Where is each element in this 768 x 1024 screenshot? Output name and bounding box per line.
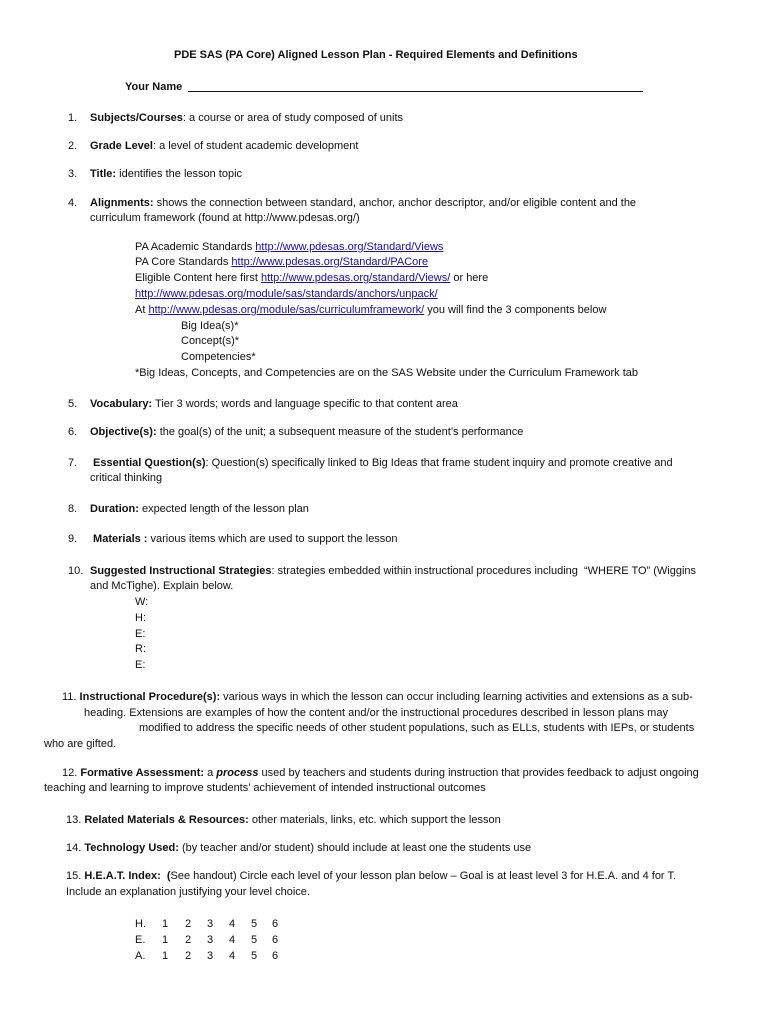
item-instructional-procedures-l2: heading. Extensions are examples of how the content and/or the instructional procedures described in lesson plans may: [84, 707, 668, 719]
item-number: 2.: [68, 140, 78, 152]
item-title: Title: identifies the lesson topic: [90, 168, 243, 180]
heat-level-option[interactable]: 2: [185, 950, 192, 962]
heat-level-option[interactable]: 1: [162, 918, 169, 930]
pa-core-link[interactable]: http://www.pdesas.org/Standard/PACore: [231, 256, 429, 268]
item-subjects: Subjects/Courses: a course or area of study composed of units: [90, 112, 404, 124]
heat-level-option[interactable]: 5: [251, 950, 258, 962]
item-formative-assessment-l2: teaching and learning to improve students’ achievement of intended instructional outcomes: [44, 782, 486, 794]
heat-level-option[interactable]: 5: [251, 934, 258, 946]
item-alignments-cont: curriculum framework (found at http://www.pdesas.org/): [90, 212, 360, 224]
framework-note: *Big Ideas, Concepts, and Competencies are on the SAS Website under the Curriculum Framework tab: [135, 367, 638, 379]
component-concepts: Concept(s)*: [181, 335, 240, 347]
heat-level-option[interactable]: 3: [207, 950, 214, 962]
heat-row-label: E.: [135, 934, 146, 946]
item-instructional-procedures: 11. Instructional Procedure(s): various ways in which the lesson can occur including learning activities and extensions as a sub-: [62, 691, 693, 703]
item-number: 5.: [68, 398, 78, 410]
item-grade-level: Grade Level: a level of student academic development: [90, 140, 359, 152]
your-name-label: Your Name: [125, 81, 183, 93]
item-heat-index-l2: Include an explanation justifying your level choice.: [66, 886, 310, 898]
heat-level-option[interactable]: 3: [207, 918, 214, 930]
pa-standards-link[interactable]: http://www.pdesas.org/Standard/Views: [255, 241, 444, 253]
heat-row-label: A.: [135, 950, 146, 962]
eligible-content: Eligible Content here first http://www.pdesas.org/standard/Views/ or here: [135, 272, 489, 284]
where-r: R:: [135, 643, 146, 655]
where-e: E:: [135, 628, 146, 640]
eligible-content-link[interactable]: http://www.pdesas.org/standard/Views/: [260, 272, 451, 284]
anchors-unpack-link[interactable]: http://www.pdesas.org/module/sas/standards/anchors/unpack/: [135, 288, 438, 300]
item-number: 9.: [68, 533, 78, 545]
item-formative-assessment: 12. Formative Assessment: a process used by teachers and students during instruction that provides feedback to adjust ongoing: [62, 767, 699, 779]
item-essential-questions: Essential Question(s): Question(s) specifically linked to Big Ideas that frame student inquiry and promote creative and: [90, 457, 673, 469]
item-number: 6.: [68, 426, 78, 438]
anchors-row: [135, 287, 438, 302]
heat-level-option[interactable]: 2: [185, 918, 192, 930]
item-instructional-procedures-l3: modified to address the specific needs of other student populations, such as ELLs, students with IEPs, or students: [139, 722, 695, 734]
item-number: 1.: [68, 112, 78, 124]
item-duration: Duration: expected length of the lesson plan: [90, 503, 309, 515]
heat-level-option[interactable]: 1: [162, 950, 169, 962]
item-strategies: Suggested Instructional Strategies: strategies embedded within instructional procedures including “WHERE TO” (Wiggins: [90, 565, 697, 577]
item-essential-questions-cont: critical thinking: [90, 472, 163, 484]
heat-level-option[interactable]: 4: [229, 934, 236, 946]
your-name-field[interactable]: [188, 91, 643, 92]
heat-level-option[interactable]: 6: [272, 918, 279, 930]
heat-level-option[interactable]: 6: [272, 950, 279, 962]
item-number: 3.: [68, 168, 78, 180]
item-vocabulary: Vocabulary: Tier 3 words; words and language specific to that content area: [90, 398, 458, 410]
heat-level-option[interactable]: 5: [251, 918, 258, 930]
item-strategies-cont: and McTighe). Explain below.: [90, 580, 234, 592]
heat-level-option[interactable]: 4: [229, 950, 236, 962]
pa-core-standards: PA Core Standards http://www.pdesas.org/Standard/PACore: [135, 256, 429, 268]
heat-level-option[interactable]: 3: [207, 934, 214, 946]
item-alignments: Alignments: shows the connection between standard, anchor, anchor descriptor, and/or eligible content and the: [90, 197, 637, 209]
heat-level-option[interactable]: 4: [229, 918, 236, 930]
where-h: H:: [135, 612, 146, 624]
component-big-ideas: Big Idea(s)*: [181, 320, 239, 332]
item-related-materials: 13. Related Materials & Resources: other materials, links, etc. which support the lesson: [66, 814, 501, 826]
page-title: PDE SAS (PA Core) Aligned Lesson Plan - Required Elements and Definitions: [174, 49, 578, 61]
item-number: 8.: [68, 503, 78, 515]
your-name-row: [125, 80, 182, 95]
heat-row-label: H.: [135, 918, 146, 930]
curriculum-framework-row: At http://www.pdesas.org/module/sas/curriculumframework/ you will find the 3 components below: [135, 304, 607, 316]
heat-level-option[interactable]: 6: [272, 934, 279, 946]
item-number: 7.: [68, 457, 78, 469]
where-e2: E:: [135, 659, 146, 671]
heat-level-option[interactable]: 2: [185, 934, 192, 946]
heat-level-option[interactable]: 1: [162, 934, 169, 946]
item-technology-used: 14. Technology Used: (by teacher and/or student) should include at least one the students use: [66, 842, 532, 854]
item-instructional-procedures-l4: who are gifted.: [44, 738, 117, 750]
component-competencies: Competencies*: [181, 351, 256, 363]
curriculum-framework-link[interactable]: http://www.pdesas.org/module/sas/curriculumframework/: [148, 304, 425, 316]
item-number: 4.: [68, 197, 78, 209]
item-objectives: Objective(s): the goal(s) of the unit; a subsequent measure of the student’s performance: [90, 426, 524, 438]
where-w: W:: [135, 596, 149, 608]
item-number: 10.: [68, 565, 84, 577]
item-heat-index: 15. H.E.A.T. Index: (See handout) Circle each level of your lesson plan below – Goal is at least level 3 for H.E.A. and 4 for T.: [66, 870, 677, 882]
item-materials: Materials : various items which are used to support the lesson: [90, 533, 398, 545]
pa-academic-standards: PA Academic Standards http://www.pdesas.org/Standard/Views: [135, 241, 444, 253]
